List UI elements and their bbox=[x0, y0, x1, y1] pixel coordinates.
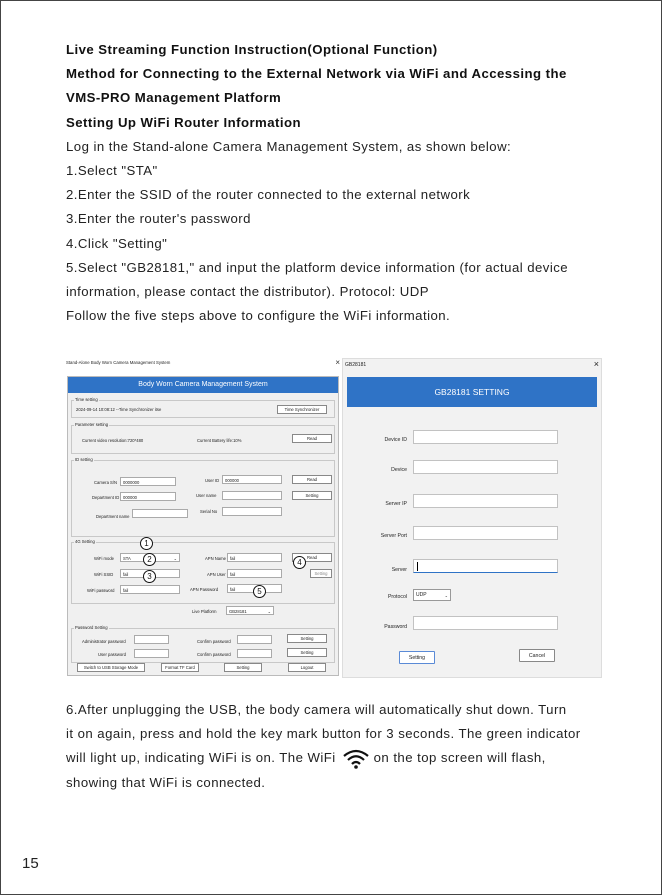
camera-management-screenshot bbox=[64, 358, 340, 676]
apn-user-label: APN User bbox=[207, 572, 226, 577]
chevron-down-icon: ⌄ bbox=[444, 593, 448, 598]
gb28181-dialog-screenshot bbox=[342, 358, 602, 678]
step-4: 4.Click "Setting" bbox=[66, 235, 168, 251]
id-setting-title: ID setting bbox=[75, 457, 93, 462]
cancel-button[interactable]: Cancel bbox=[519, 649, 555, 662]
usb-storage-button[interactable]: Switch to USB Storage Mode bbox=[77, 663, 145, 672]
device-input[interactable] bbox=[413, 460, 558, 474]
close-icon[interactable]: × bbox=[593, 359, 599, 369]
password-section bbox=[71, 625, 335, 663]
serial-no-input[interactable] bbox=[222, 507, 282, 516]
heading-wifi-router: Setting Up WiFi Router Information bbox=[66, 114, 301, 130]
server-port-input[interactable] bbox=[413, 526, 558, 540]
wifi-password-input[interactable]: fail bbox=[120, 585, 180, 594]
parameter-section bbox=[71, 422, 335, 454]
step-marker-2: 2 bbox=[143, 553, 156, 566]
department-id-label: Department ID bbox=[92, 495, 120, 500]
chevron-down-icon: ⌄ bbox=[267, 609, 271, 614]
step-6-line-3 bbox=[66, 746, 606, 770]
user-name-label: User name bbox=[196, 493, 217, 498]
user-password-setting-button[interactable]: Setting bbox=[287, 648, 327, 657]
user-id-label: User ID bbox=[205, 478, 220, 483]
apn-name-input[interactable]: fail bbox=[227, 553, 282, 562]
chevron-down-icon: ⌄ bbox=[173, 556, 177, 561]
apn-name-label: APN Name bbox=[205, 556, 226, 561]
params-read-button[interactable]: Read bbox=[292, 434, 332, 443]
user-id-input[interactable]: 000000 bbox=[222, 475, 282, 484]
server-input[interactable] bbox=[413, 559, 558, 573]
server-label: Server bbox=[391, 567, 407, 573]
admin-password-input[interactable] bbox=[134, 635, 169, 644]
step-marker-4: 4 bbox=[293, 556, 306, 569]
step-3: 3.Enter the router's password bbox=[66, 211, 251, 227]
camera-sn-label: Camera S/N bbox=[94, 480, 118, 485]
step-login: Log in the Stand-alone Camera Management System, as shown below: bbox=[66, 138, 512, 154]
serial-no-label: Serial No bbox=[200, 509, 218, 514]
page-number: 15 bbox=[22, 855, 39, 872]
id-setting-button[interactable]: Setting bbox=[292, 491, 332, 500]
wifi-mode-label: WiFi mode bbox=[94, 556, 115, 561]
step-6-line-1: 6.After unplugging the USB, the body camera will automatically shut down. Turn bbox=[66, 702, 567, 717]
admin-password-setting-button[interactable]: Setting bbox=[287, 634, 327, 643]
confirm-user-password-input[interactable] bbox=[237, 649, 272, 658]
wifi-icon bbox=[342, 749, 370, 769]
live-platform-label: Live Platform bbox=[192, 609, 217, 614]
device-id-label: Device ID bbox=[384, 437, 407, 443]
step-marker-5: 5 bbox=[253, 585, 266, 598]
user-password-input[interactable] bbox=[134, 649, 169, 658]
parameter-title: Parameter setting bbox=[75, 422, 109, 427]
4g-read-button[interactable]: Read bbox=[292, 553, 332, 562]
heading-live-streaming: Live Streaming Function Instruction(Optional Function) bbox=[66, 42, 438, 57]
step-6-paragraph bbox=[66, 698, 606, 795]
4g-setting-title: 4G Setting bbox=[75, 539, 95, 544]
password-input[interactable] bbox=[413, 616, 558, 630]
admin-password-label: Administrator password bbox=[82, 639, 126, 644]
panel-header: Body Worn Camera Management System bbox=[68, 377, 338, 393]
server-ip-input[interactable] bbox=[413, 494, 558, 508]
server-ip-label: Server IP bbox=[385, 501, 407, 507]
wifi-mode-value: STA bbox=[123, 556, 131, 561]
department-name-input[interactable] bbox=[132, 509, 188, 518]
protocol-label: Protocol bbox=[387, 594, 407, 600]
step-5: 5.Select "GB28181," and input the platform device information (for actual device bbox=[66, 259, 569, 275]
protocol-select[interactable] bbox=[413, 589, 451, 601]
step-6-line-4: showing that WiFi is connected. bbox=[66, 774, 266, 790]
protocol-value: UDP bbox=[416, 592, 427, 598]
heading-method: Method for Connecting to the External Network via WiFi and Accessing the bbox=[66, 66, 567, 82]
password-title: Password Setting bbox=[75, 625, 108, 630]
camera-sn-input[interactable]: 0000000 bbox=[120, 477, 176, 486]
confirm-admin-password-input[interactable] bbox=[237, 635, 272, 644]
time-setting-title: Time setting bbox=[75, 397, 98, 402]
step-6-line-2: it on again, press and hold the key mark button for 3 seconds. The green indicator bbox=[66, 726, 581, 742]
user-password-label: User password bbox=[98, 652, 126, 657]
4g-setting-button[interactable]: Setting bbox=[310, 569, 332, 578]
time-value: 2024-09-14 10:08:12 --Time Synchronizer itse bbox=[76, 407, 162, 412]
id-read-button[interactable]: Read bbox=[292, 475, 332, 484]
wifi-ssid-input[interactable]: fail bbox=[120, 569, 180, 578]
device-label: Device bbox=[391, 467, 407, 473]
instruction-text bbox=[66, 38, 606, 328]
confirm-password-label: Confirm password bbox=[197, 639, 231, 644]
dialog-header: GB28181 SETTING bbox=[347, 377, 597, 407]
time-setting-section bbox=[71, 397, 335, 418]
id-setting-section bbox=[71, 457, 335, 537]
device-id-input[interactable] bbox=[413, 430, 558, 444]
step-5-cont: information, please contact the distributor). Protocol: UDP bbox=[66, 284, 429, 300]
wifi-password-label: WiFi password bbox=[87, 588, 115, 593]
apn-user-input[interactable]: fail bbox=[227, 569, 282, 578]
format-tf-button[interactable]: Format TF Card bbox=[161, 663, 199, 672]
dialog-title: GB28181 bbox=[345, 362, 367, 368]
step-marker-1: 1 bbox=[140, 537, 153, 550]
apn-password-input[interactable]: fail bbox=[227, 584, 282, 593]
logout-button[interactable]: Logout bbox=[288, 663, 326, 672]
step-1: 1.Select "STA" bbox=[66, 163, 158, 179]
resolution-text: Current video resolution:720*480 bbox=[82, 438, 144, 443]
battery-text: Current Battery life:10% bbox=[197, 438, 242, 443]
heading-vms-pro: VMS-PRO Management Platform bbox=[66, 90, 282, 106]
step-6-line-3-after: on the top screen will flash, bbox=[373, 750, 546, 766]
management-panel bbox=[67, 376, 339, 676]
window-title: Stand-Alone Body Worn Camera Management System bbox=[66, 360, 171, 365]
setting-button[interactable]: Setting bbox=[399, 651, 435, 664]
step-marker-3: 3 bbox=[143, 570, 156, 583]
step-6-line-3-before: will light up, indicating WiFi is on. The WiFi bbox=[66, 750, 336, 766]
server-port-label: Server Port bbox=[380, 533, 407, 539]
close-icon[interactable]: × bbox=[335, 358, 340, 367]
step-2: 2.Enter the SSID of the router connected to the external network bbox=[66, 187, 471, 203]
confirm-password-label-2: Confirm password bbox=[197, 652, 231, 657]
4g-setting-section bbox=[71, 539, 335, 604]
department-name-label: Department name bbox=[96, 514, 130, 519]
wifi-ssid-label: WiFi SSID bbox=[94, 572, 114, 577]
department-id-input[interactable]: 000000 bbox=[120, 492, 176, 501]
apn-password-label: APN Password bbox=[190, 587, 219, 592]
text-caret bbox=[417, 562, 418, 571]
bottom-setting-button[interactable]: Setting bbox=[224, 663, 262, 672]
time-sync-button[interactable]: Time Synchronizer bbox=[277, 405, 327, 414]
live-platform-value: GB28181 bbox=[229, 609, 247, 614]
live-platform-select[interactable] bbox=[226, 606, 274, 615]
user-name-input[interactable] bbox=[222, 491, 282, 500]
step-follow: Follow the five steps above to configure the WiFi information. bbox=[66, 308, 451, 324]
password-label: Password bbox=[384, 624, 407, 630]
